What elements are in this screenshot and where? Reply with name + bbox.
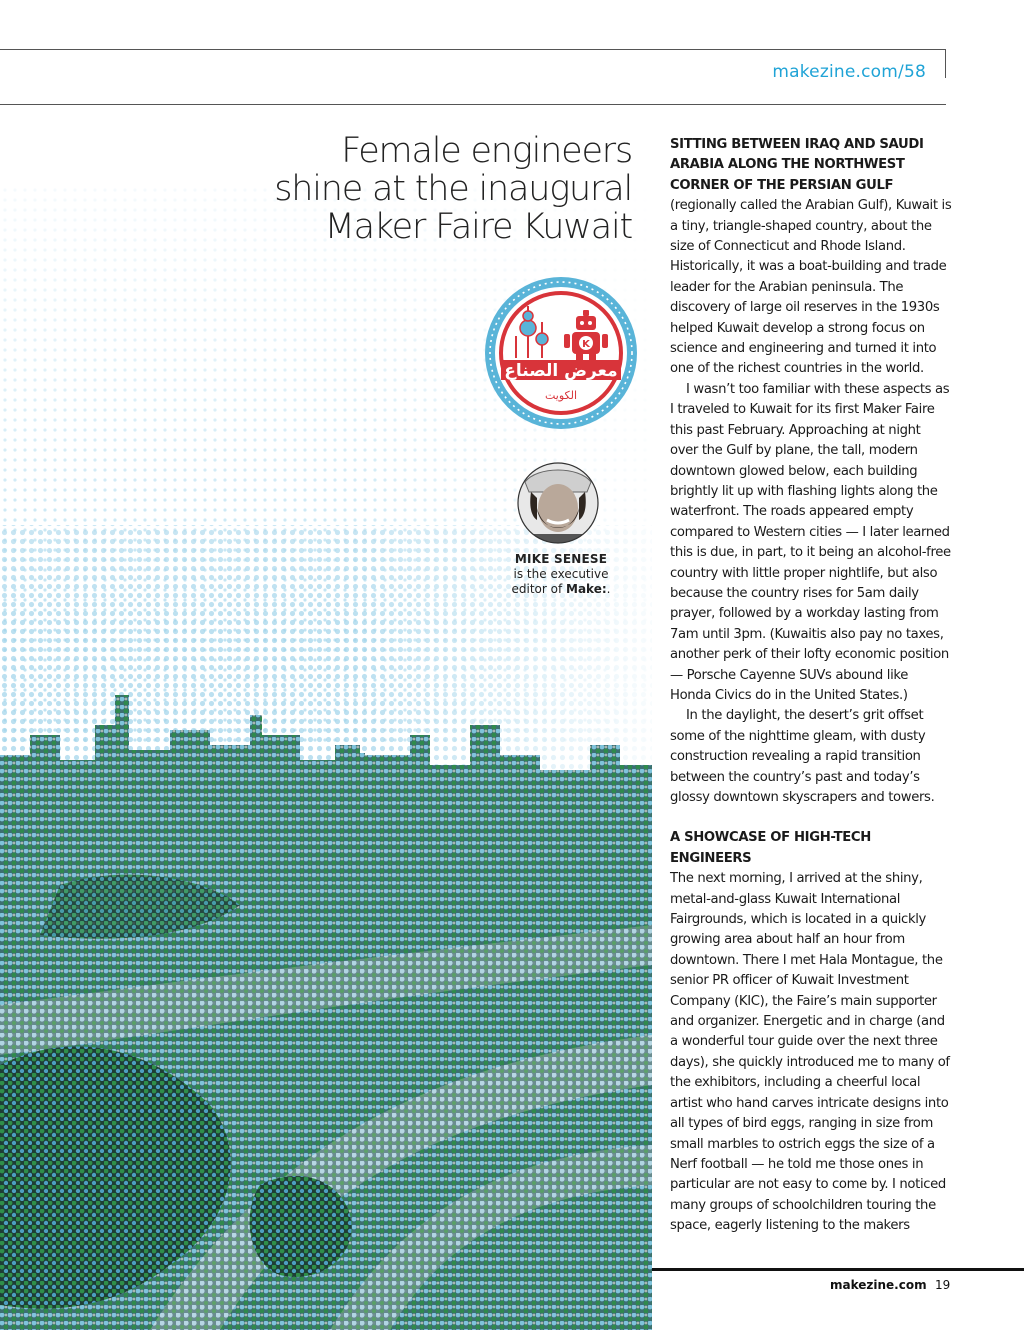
paragraph-1 [670,135,952,380]
paragraph-1-rest: (regionally called the Arabian Gulf), Kuwait is a tiny, triangle-shaped country, about the size of Connecticut and Rhode Island. Historically, it was a boat-building and trade leader for the Arabian peninsula. The discovery of large oil reserves in the 1930s helped Kuwait develop a strong focus on science and engineering and turned it into one of the richest countries in the world. [670,198,952,377]
author-byline [488,552,634,597]
logo-arabic-title: معرض الصناع [504,361,618,381]
author-bio-line1: is the executive [513,567,609,581]
header-rule-tick [945,49,946,78]
paragraph-4: The next morning, I arrived at the shiny, metal-and-glass Kuwait International Fairgrounds, which is located in a quickly growing area about half an hour from downtown. There I met Hala Montague, the senior PR officer of Kuwait Investment Company (KIC), the Faire’s main supporter and organizer. Energetic and in charge (and a wonderful tour guide over the next three days), she quickly introduced me to many of the exhibitors, including a cheerful local artist who hand carves intricate designs into all types of bird eggs, ranging in size from small marbles to ostrich eggs the size of a Nerf football — he told me those ones in particular are not easy to come by. I noticed many groups of schoolchildren touring the space, eagerly listening to the makers [670,871,950,1234]
footer-site-link[interactable]: makezine.com [830,1278,927,1292]
author-name: MIKE SENESE [514,552,608,566]
logo-arabic-subtitle: الكويت [544,389,578,402]
logo-badge-letter: K [582,339,590,350]
paragraph-2: I wasn’t too familiar with these aspects as I traveled to Kuwait for its first Maker Faire this past February. Approaching at night over the Gulf by plane, the tall, modern downtown glowed below, each building brightly lit up with flashing lights along the waterfront. The roads appeared empty compared to Western cities — I later learned this is due, in part, to it being an alcohol-free country with little proper nightlife, but also because the country rises for 5am daily prayer, followed by a workday lasting from 7am until 3pm. (Kuwaitis also pay no taxes, another perk of their lofty economic position — Porsche Cayenne SUVs abound like Honda Civics do in the United States.) [670,381,951,703]
lead-in: SITTING BETWEEN IRAQ AND SAUDI ARABIA ALONG THE NORTHWEST CORNER OF THE PERSIAN GULF [670,137,924,193]
title-line-2: shine at the inaugural [274,169,632,209]
author-bio-brand: Make: [566,582,607,596]
header-url-link[interactable]: makezine.com/58 [772,62,926,82]
section-subhead: A SHOWCASE OF HIGH-TECH ENGINEERS [670,830,871,866]
article-title [272,132,632,246]
title-line-1: Female engineers [341,131,632,171]
footer-rule [652,1268,1024,1271]
author-bio-suffix: . [606,582,611,596]
article-body [670,135,952,1237]
header-rule [0,49,946,50]
author-bio-prefix: editor of [511,582,567,596]
paragraph-3: In the daylight, the desert’s grit offset some of the nighttime gleam, with dusty construction revealing a rapid transition between the country’s past and today’s glossy downtown skyscrapers and towers. [670,708,935,805]
author-avatar [517,462,599,544]
page-number: 19 [935,1278,951,1292]
maker-faire-kuwait-logo [484,276,638,430]
title-line-3: Maker Faire Kuwait [324,207,632,247]
